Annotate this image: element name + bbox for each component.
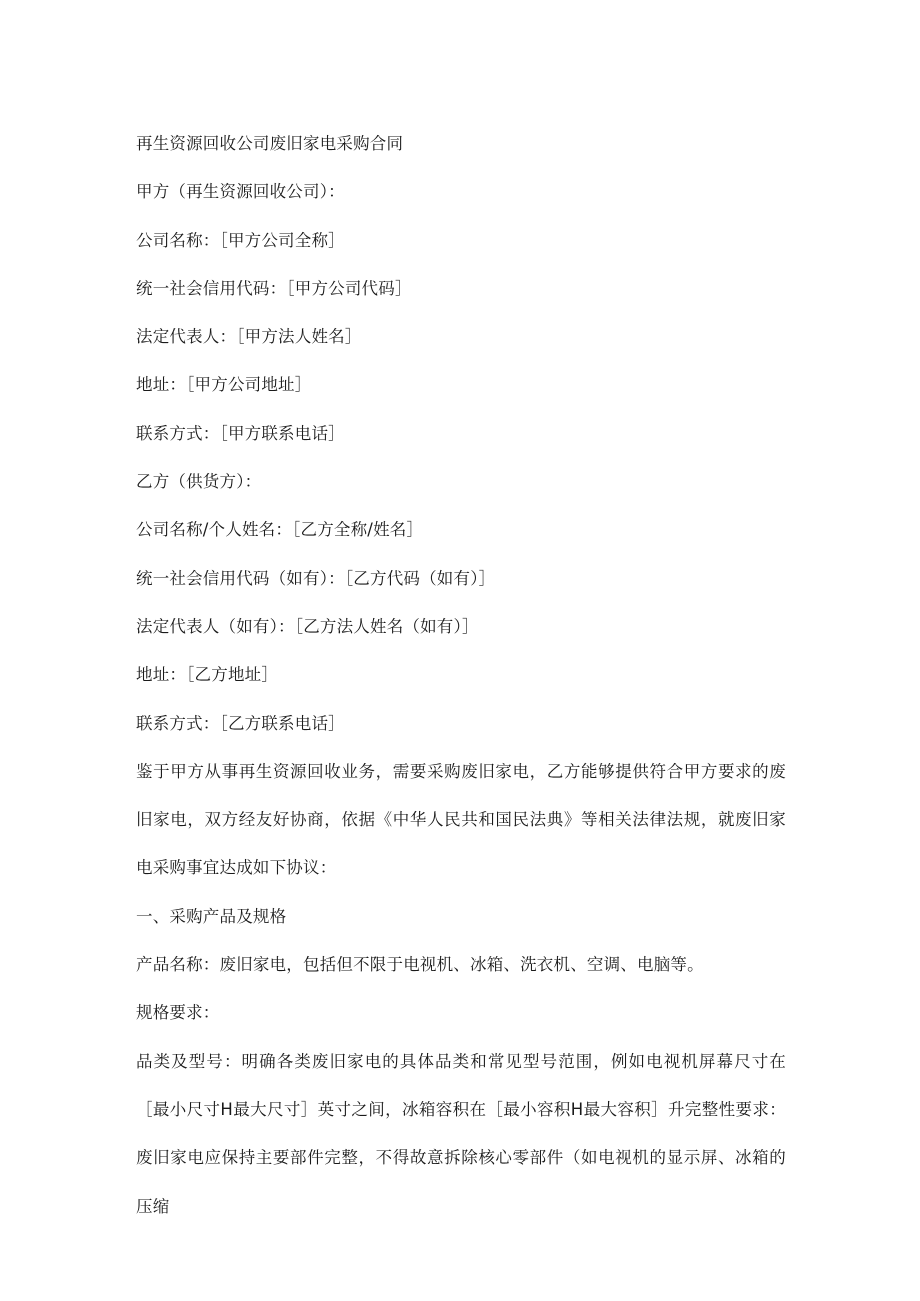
- product-name-line: 产品名称：废旧家电，包括但不限于电视机、冰箱、洗衣机、空调、电脑等。: [136, 955, 704, 975]
- document-body: [136, 120, 786, 1231]
- party-a-legal-rep: 法定代表人：［甲方法人姓名］: [136, 327, 362, 347]
- preamble-paragraph: 鉴于甲方从事再生资源回收业务，需要采购废旧家电，乙方能够提供符合甲方要求的废旧家电，双方经友好协商，依据《中华人民共和国民法典》等相关法律法规，就废旧家电采购事宜达成如下协议：: [136, 761, 786, 878]
- party-a-contact: 联系方式：［甲方联系电话］: [136, 423, 345, 443]
- spec-paragraph: 品类及型号：明确各类废旧家电的具体品类和常见型号范围，例如电视机屏幕尺寸在［最小尺寸H最大尺寸］英寸之间，冰箱容积在［最小容积H最大容积］升完整性要求：废旧家电应保持主要部件完整，不得故意拆除核心零部件（如电视机的显示屏、冰箱的压缩: [136, 1051, 786, 1216]
- party-b-address: 地址：［乙方地址］: [136, 665, 279, 685]
- party-a-company-name: 公司名称：［甲方公司全称］: [136, 230, 345, 250]
- document-title: 再生资源回收公司废旧家电采购合同: [136, 134, 404, 153]
- party-b-heading: 乙方（供货方）：: [136, 472, 262, 492]
- party-b-credit-code: 统一社会信用代码（如有）：［乙方代码（如有）］: [136, 568, 496, 588]
- spec-heading: 规格要求：: [136, 1003, 220, 1023]
- party-b-company-name: 公司名称/个人姓名：［乙方全称/姓名］: [136, 520, 424, 540]
- section-1-heading: 一、采购产品及规格: [136, 906, 287, 926]
- party-a-credit-code: 统一社会信用代码：［甲方公司代码］: [136, 278, 412, 298]
- party-a-heading: 甲方（再生资源回收公司）：: [136, 182, 345, 202]
- party-b-contact: 联系方式：［乙方联系电话］: [136, 713, 345, 733]
- party-a-address: 地址：［甲方公司地址］: [136, 375, 312, 395]
- party-b-legal-rep: 法定代表人（如有）：［乙方法人姓名（如有）］: [136, 616, 479, 636]
